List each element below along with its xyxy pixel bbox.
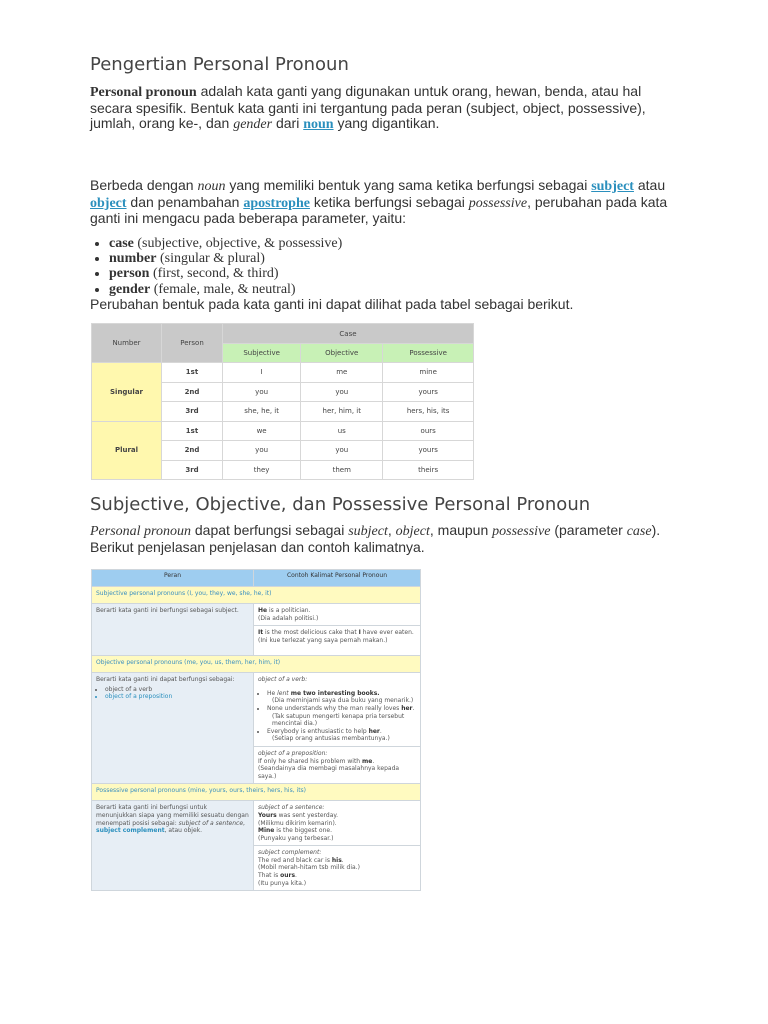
table-row: 3rd they them theirs [92, 460, 474, 480]
apostrophe-link[interactable]: apostrophe [243, 195, 310, 211]
section2-paragraph: Personal pronoun dapat berfungsi sebagai subject, object, maupun possessive (parameter case). Berikut penjelasan penjelasan dan contoh kalimatnya. [90, 522, 661, 555]
noun-link[interactable]: noun [303, 117, 334, 132]
page-title: Pengertian Personal Pronoun [90, 54, 349, 75]
header-number: Number [92, 324, 162, 363]
list-item: • gender (female, male, & neutral) [109, 282, 342, 297]
parameters-paragraph: Berbeda dengan noun yang memiliki bentuk yang sama ketika berfungsi sebagai subject atau object dan penambahan apostrophe ketika berfungsi sebagai possessive, perubahan pada kata ganti ini mengacu pada beberapa parameter, yaitu: [90, 177, 668, 226]
term-personal-pronoun: Personal pronoun [90, 85, 197, 100]
header-objective: Objective [301, 344, 383, 363]
label-plural: Plural [92, 421, 162, 480]
case-table [91, 323, 474, 480]
desc-objective: Berarti kata ganti ini dapat berfungsi sebagai: • object of a verb • object of a preposition [92, 673, 254, 784]
example-cell: subject complement: The red and black car is his. (Mobil merah-hitam tsb milik dia.) That is ours. (Itu punya kita.) [254, 846, 421, 891]
header-contoh: Contoh Kalimat Personal Pronoun [254, 570, 421, 587]
table-row: 2nd you you yours [92, 441, 474, 461]
table-row: Singular 1st I me mine [92, 363, 474, 383]
header-possessive: Possessive [383, 344, 474, 363]
list-item: • person (first, second, & third) [109, 266, 342, 281]
parameter-list [90, 236, 342, 297]
list-item: • object of a preposition [105, 693, 249, 701]
example-cell: It is the most delicious cake that I have ever eaten. (Ini kue terlezat yang saya pernah makan.) [254, 626, 421, 656]
example-cell: He is a politician. (Dia adalah politisi.) [254, 604, 421, 626]
header-person: Person [162, 324, 223, 363]
label-singular: Singular [92, 363, 162, 422]
table-row: 3rd she, he, it her, him, it hers, his, its [92, 402, 474, 422]
section-objective: Objective personal pronouns (me, you, us, them, her, him, it) [92, 656, 421, 673]
subject-link[interactable]: subject [591, 179, 634, 194]
list-item: • number (singular & plural) [109, 251, 342, 266]
desc-possessive: Berarti kata ganti ini berfungsi untuk menunjukkan siapa yang memiliki sesuatu dengan menempati posisi sebagai: subject of a sentence, subject complement, atau objek. [92, 801, 254, 891]
object-link[interactable]: object [90, 195, 127, 211]
section-title: Subjective, Objective, dan Possessive Personal Pronoun [90, 494, 591, 515]
intro-paragraph: Personal pronoun adalah kata ganti yang digunakan untuk orang, hewan, benda, atau hal secara spesifik. Bentuk kata ganti ini tergantung pada peran (subject, object, possessive), jumlah, orang ke-, dan gender dari noun yang digantikan. [90, 83, 646, 132]
header-subjective: Subjective [223, 344, 301, 363]
example-cell: object of a verb: • He lent me two interesting books. (Dia meminjami saya dua buku yang menarik.) • None understands why the man really loves her. (Tak satupun mengerti kenapa pria tersebut mencintai dia.) • Everybody is enthusiastic to help her. (Setiap orang antusias membantunya.) [254, 673, 421, 747]
desc-subjective: Berarti kata ganti ini berfungsi sebagai subject. [92, 604, 254, 656]
section-possessive: Possessive personal pronouns (mine, yours, ours, theirs, hers, his, its) [92, 784, 421, 801]
table-intro: Perubahan bentuk pada kata ganti ini dapat dilihat pada tabel sebagai berikut. [90, 296, 574, 312]
list-item: • case (subjective, objective, & possessive) [109, 236, 342, 251]
example-cell: subject of a sentence: Yours was sent yesterday. (Milikmu dikirim kemarin). Mine is the biggest one. (Punyaku yang terbesar.) [254, 801, 421, 846]
header-case: Case [223, 324, 474, 344]
section-subjective: Subjective personal pronouns (I, you, they, we, she, he, it) [92, 587, 421, 604]
list-item: • object of a verb [105, 686, 249, 694]
example-cell: object of a preposition: If only he shared his problem with me. (Seandainya dia membagi masalahnya kepada saya.) [254, 746, 421, 783]
table-row: Plural 1st we us ours [92, 421, 474, 441]
table-row: 2nd you you yours [92, 382, 474, 402]
header-peran: Peran [92, 570, 254, 587]
role-table [91, 569, 421, 891]
